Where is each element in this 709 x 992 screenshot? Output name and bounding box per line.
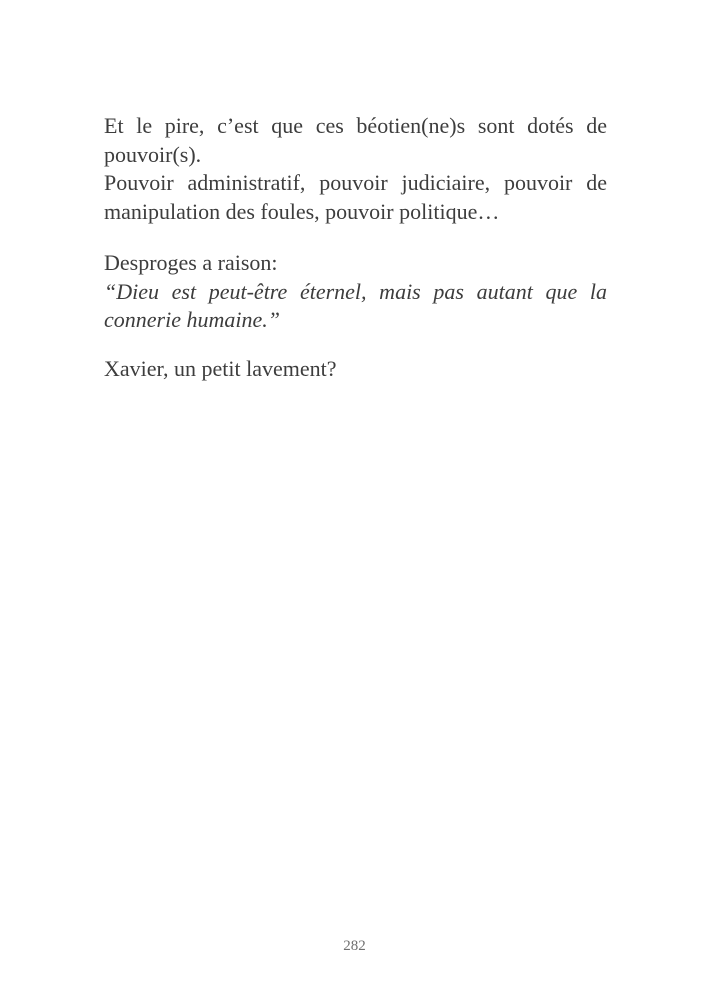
page-number: 282 — [343, 938, 366, 954]
text-line: Et le pire, c’est que ces béotien(ne)s sont dotés de — [104, 113, 607, 138]
text-line: manipulation des foules, pouvoir politique… — [104, 198, 500, 224]
paragraph-xavier — [104, 355, 607, 384]
paragraph-betoiens — [104, 112, 607, 226]
text-line: Pouvoir administratif, pouvoir judiciaire, pouvoir de — [104, 170, 607, 195]
quote-line: connerie humaine.” — [104, 307, 280, 332]
text-line: pouvoir(s). — [104, 141, 202, 167]
text-line: Desproges a raison: — [104, 250, 278, 275]
paragraph-desproges-quote — [104, 249, 607, 335]
page-text-block — [104, 112, 607, 383]
quote-line: “Dieu est peut-être éternel, mais pas autant que la — [104, 278, 607, 304]
text-line: Xavier, un petit lavement? — [104, 355, 337, 381]
